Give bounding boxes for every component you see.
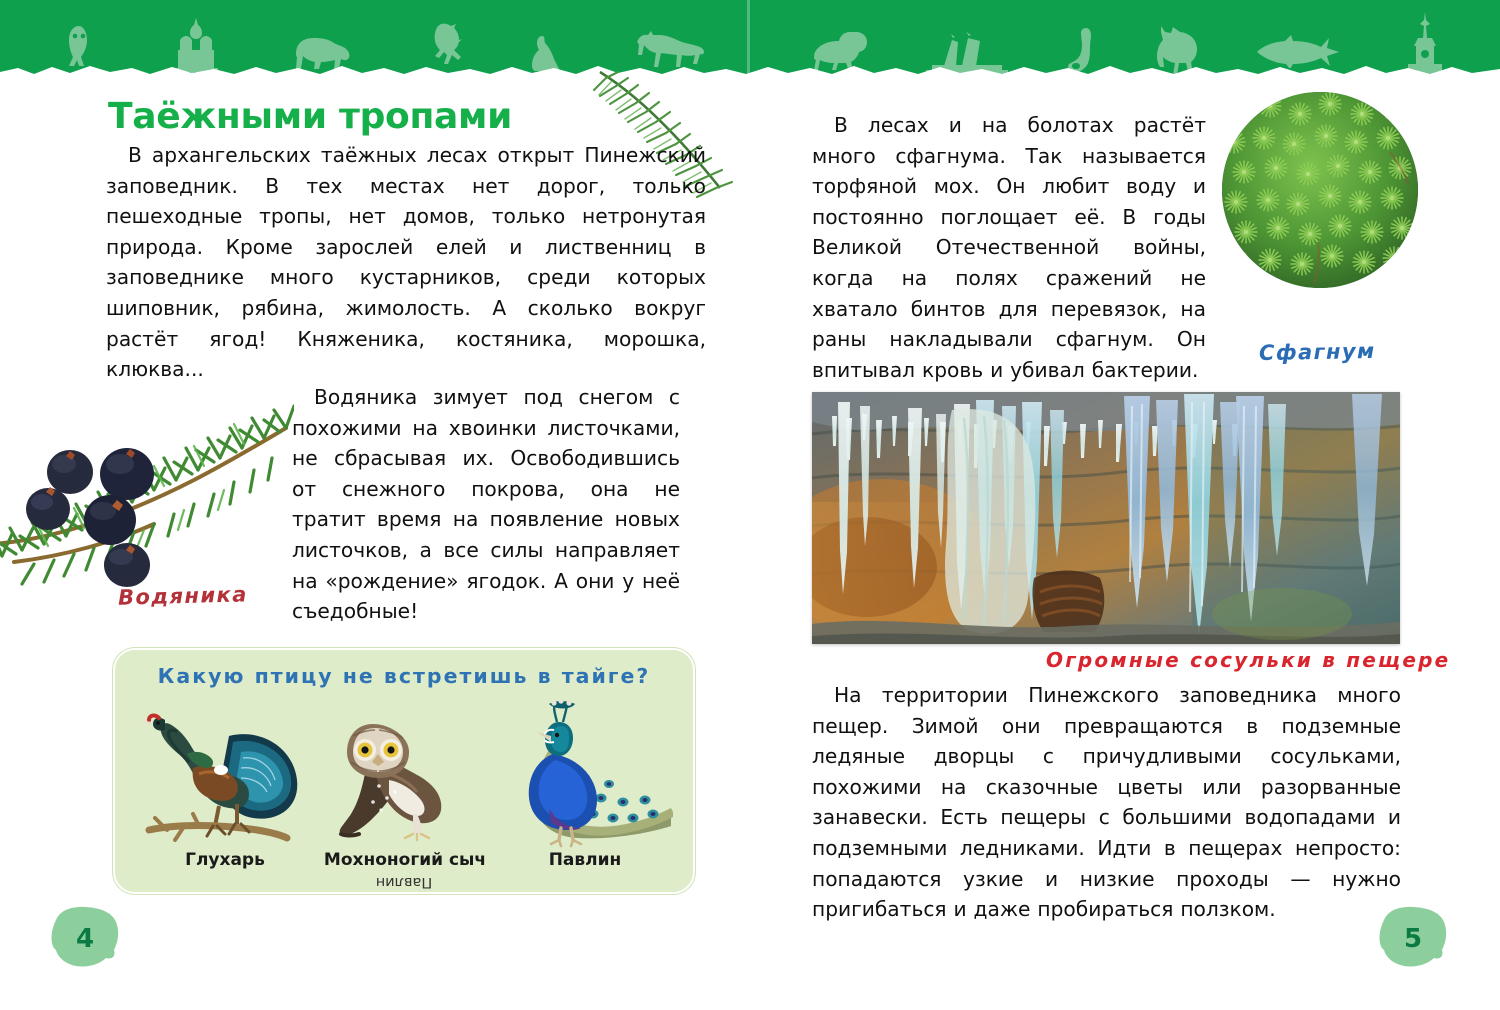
quiz-question: Какую птицу не встретишь в тайге? (157, 664, 651, 688)
quiz-box[interactable] (113, 648, 695, 894)
crowberry-text: Водяника зимует под снегом с похожими на хвоинки листочками, не сбрасывая их. Освободившись от снежного покрова, она не тратит время на появление новых листочков, а все силы направляет на «рождение» ягодок. А они у неё съедобные! (292, 385, 680, 624)
crowberry-paragraph (292, 382, 680, 627)
sphagnum-moss-photo (1222, 92, 1418, 288)
caves-text: На территории Пинежского заповедника много пещер. Зимой они превращаются в подземные ледяные дворцы с причудливыми сосульками, похожими на сказочные цветы или разорванные занавески. Есть пещеры с большими водопадами и подземными ледниками. Идти в пещерах непросто: попадаются узкие и низкие проходы — нужно пригибаться и даже пробираться ползком. (812, 683, 1401, 922)
bird-label-0: Глухарь (185, 850, 265, 870)
peacock-illustration (497, 698, 673, 848)
crowberry-branch-illustration (0, 384, 294, 594)
intro-paragraph (106, 140, 706, 385)
bird-label-2: Павлин (548, 850, 622, 870)
page-number-right (1370, 902, 1456, 976)
page-number-left (42, 902, 128, 976)
sphagnum-text: В лесах и на болотах растёт много сфагнума. Так называется торфяной мох. Он любит воду и постоянно поглощает её. В годы Великой Отечественной войны, когда на полях сражений не хватало бинтов для перевязок, на раны накладывали сфагнум. Он впитывал кровь и убивал бактерии. (812, 113, 1206, 382)
intro-text: В архангельских таёжных лесах открыт Пинежский заповедник. В тех местах нет дорог, только пешеходные тропы, нет домов, только нетронутая природа. Кроме зарослей елей и лиственниц в заповеднике много кустарников, среди которых шиповник, рябина, жимолость. А сколько вокруг растёт ягод! Княженика, костяника, морошка, клюква... (106, 143, 706, 382)
boreal-owl-illustration (317, 698, 493, 848)
sphagnum-caption: Сфагнум (1258, 338, 1376, 366)
caves-paragraph (812, 680, 1401, 925)
sphagnum-paragraph (812, 110, 1206, 385)
top-banner (0, 0, 1500, 80)
cave-caption: Огромные сосульки в пещере (1046, 648, 1451, 672)
crowberry-caption: Водяника (117, 582, 249, 610)
ice-cave-photo (812, 392, 1400, 644)
capercaillie-illustration (137, 698, 313, 848)
page-number-right-text: 5 (1403, 924, 1423, 954)
bird-label-1: Мохноногий сыч (323, 850, 487, 870)
page-title: Таёжными тропами (108, 96, 513, 137)
page-number-left-text: 4 (75, 924, 95, 954)
quiz-answer-upside-down: Павлин (375, 874, 433, 890)
